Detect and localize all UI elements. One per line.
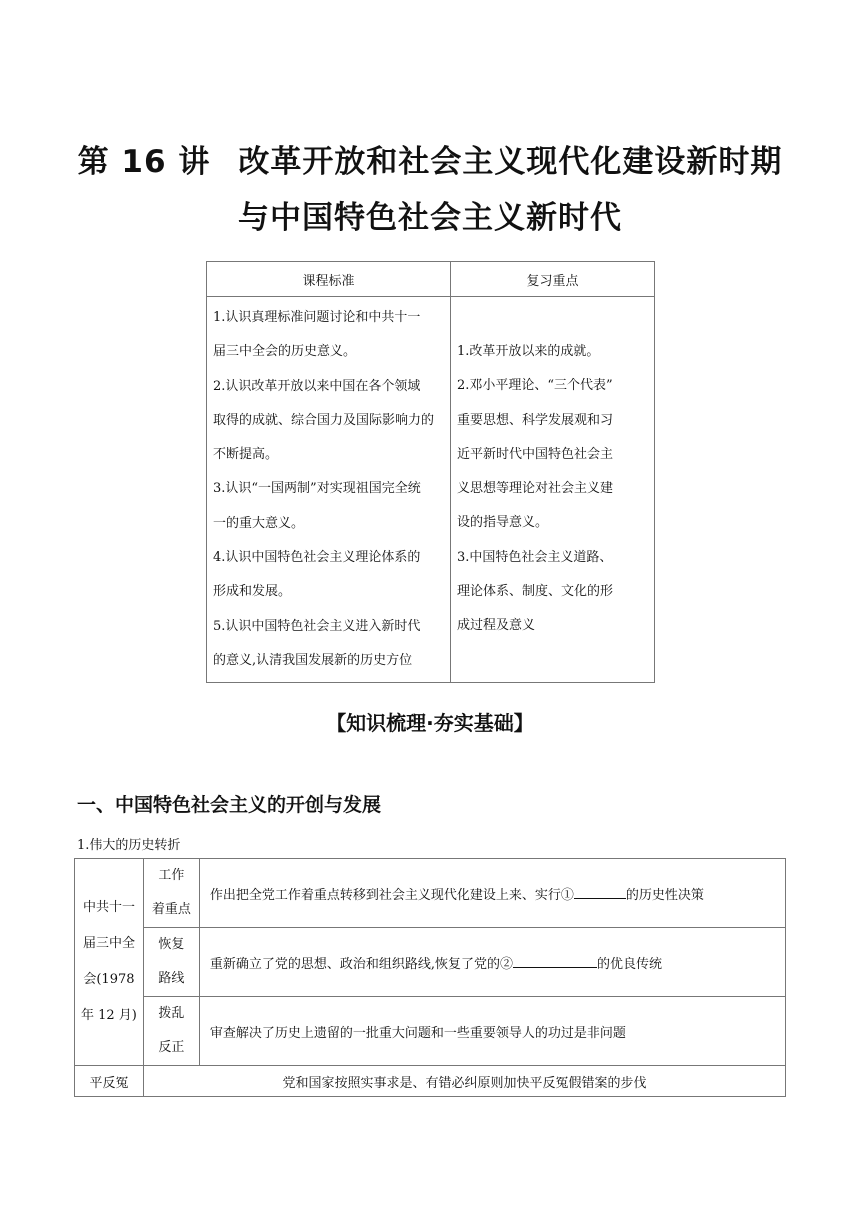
content-text: 审查解决了历史上遗留的一批重大问题和一些重要领导人的功过是非问题 — [209, 1025, 626, 1041]
aspect-line: 路线 — [158, 971, 185, 986]
focus-line: 成过程及意义 — [457, 618, 536, 634]
meeting-line: 届三中全 — [82, 936, 135, 951]
content-cell — [199, 859, 785, 928]
focus-line: 1.改革开放以来的成就。 — [457, 344, 600, 359]
aspect-cell — [143, 928, 199, 997]
meeting-line: 中共十一 — [82, 900, 135, 915]
aspect-line: 工作 — [158, 868, 185, 883]
lecture-number: 第 16 讲 — [77, 144, 211, 180]
section-heading: 【知识梳理·夯实基础】 — [326, 711, 534, 735]
aspect-line: 拨乱 — [158, 1006, 185, 1021]
standard-line: 届三中全会的历史意义。 — [213, 344, 357, 360]
content-text: 重新确立了党的思想、政治和组织路线,恢复了党的② — [209, 956, 514, 972]
review-focus-cell — [451, 297, 655, 683]
meeting-line: 会(1978 — [83, 972, 135, 987]
standard-line: 3.认识“一国两制”对实现祖国完全统 — [213, 481, 421, 497]
content-text: 的历史性决策 — [625, 887, 704, 903]
header-review-focus: 复习重点 — [451, 262, 655, 297]
rehab-label-cell: 平反冤 — [75, 1066, 144, 1097]
standard-line: 5.认识中国特色社会主义进入新时代 — [213, 618, 421, 634]
fill-blank-1[interactable] — [574, 885, 626, 899]
focus-line: 设的指导意义。 — [457, 515, 549, 531]
heading-level2: 1.伟大的历史转折 — [77, 838, 181, 853]
content-cell — [199, 928, 785, 997]
meeting-cell — [75, 859, 144, 1066]
standard-line: 1.认识真理标准问题讨论和中共十一 — [213, 310, 421, 325]
content-cell — [199, 997, 785, 1066]
focus-line: 3.中国特色社会主义道路、 — [457, 549, 613, 565]
standard-line: 一的重大意义。 — [213, 515, 305, 531]
standard-line: 的意义,认清我国发展新的历史方位 — [213, 652, 413, 668]
aspect-line: 着重点 — [151, 902, 191, 917]
heading-level1: 一、中国特色社会主义的开创与发展 — [77, 794, 382, 816]
focus-line: 理论体系、制度、文化的形 — [457, 584, 614, 600]
aspect-line: 反正 — [158, 1040, 185, 1055]
standard-line: 2.认识改革开放以来中国在各个领域 — [213, 378, 421, 394]
standard-line: 形成和发展。 — [213, 584, 292, 600]
aspect-cell — [143, 859, 199, 928]
page-title-line2: 与中国特色社会主义新时代 — [238, 200, 622, 236]
content-text: 的优良传统 — [597, 956, 663, 972]
standard-line: 4.认识中国特色社会主义理论体系的 — [213, 550, 421, 566]
focus-line: 义思想等理论对社会主义建 — [457, 481, 614, 497]
aspect-line: 恢复 — [158, 937, 185, 952]
standard-line: 取得的成就、综合国力及国际影响力的 — [213, 412, 435, 428]
focus-line: 重要思想、科学发展观和习 — [457, 412, 614, 428]
content-text: 作出把全党工作着重点转移到社会主义现代化建设上来、实行① — [209, 887, 574, 903]
focus-line: 近平新时代中国特色社会主 — [457, 446, 614, 462]
standard-line: 不断提高。 — [213, 447, 279, 463]
meeting-line: 年 12 月) — [81, 1008, 137, 1023]
title-text-1: 改革开放和社会主义现代化建设新时期 — [238, 144, 783, 180]
page-title-line1 — [0, 136, 860, 181]
standards-table — [206, 261, 655, 683]
historical-turn-table — [74, 858, 786, 1097]
standards-cell — [207, 297, 451, 683]
header-curriculum-standard: 课程标准 — [207, 262, 451, 297]
aspect-cell — [143, 997, 199, 1066]
rehab-content-cell: 党和国家按照实事求是、有错必纠原则加快平反冤假错案的步伐 — [143, 1066, 785, 1097]
fill-blank-2[interactable] — [513, 954, 597, 968]
focus-line: 2.邓小平理论、“三个代表” — [457, 378, 613, 394]
